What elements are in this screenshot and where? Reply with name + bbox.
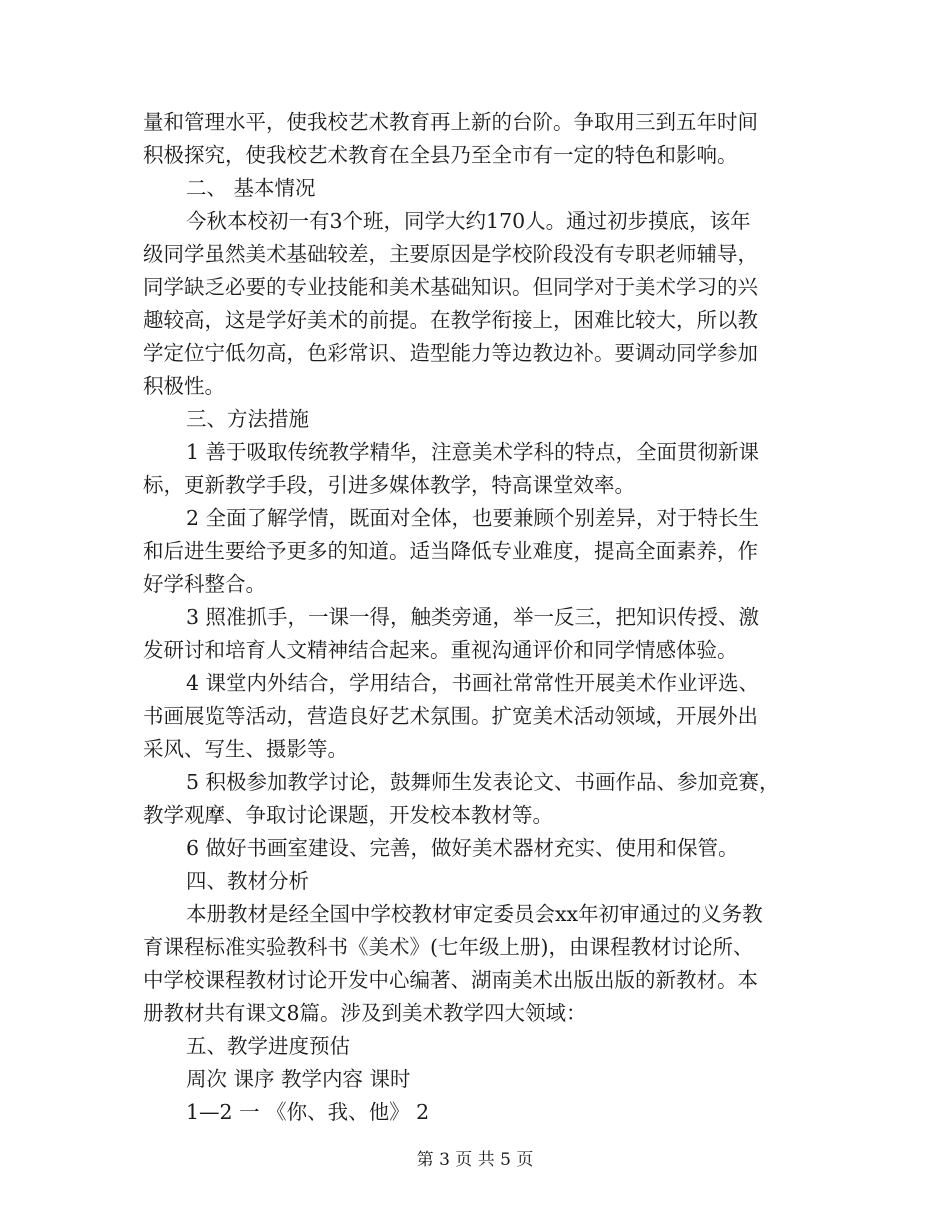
body-text-line: 育课程标准实验教科书《美术》(七年级上册)，由课程教材讨论所、 <box>143 935 754 959</box>
list-item-text: 5 积极参加教学讨论，鼓舞师生发表论文、书画作品、参加竞赛， <box>186 770 780 794</box>
body-text-line: 和后进生要给予更多的知道。适当降低专业难度，提高全面素养，作 <box>143 539 758 563</box>
document-body <box>143 106 813 1129</box>
body-text-line: 学定位宁低勿高，色彩常识、造型能力等边教边补。要调动同学参加 <box>143 341 758 365</box>
list-item-text: 2 全面了解学情，既面对全体，也要兼顾个别差异，对于特长生 <box>186 506 760 530</box>
section-heading: 二、 基本情况 <box>186 176 316 200</box>
body-text-line: 书画展览等活动，营造良好艺术氛围。扩宽美术活动领域，开展外出 <box>143 704 758 728</box>
body-text-line: 同学缺乏必要的专业技能和美术基础知识。但同学对于美术学习的兴 <box>143 275 758 299</box>
body-text-line: 好学科整合。 <box>143 572 266 596</box>
list-item-text: 4 课堂内外结合，学用结合，书画社常常性开展美术作业评选、 <box>186 671 760 695</box>
section-heading: 四、教材分析 <box>186 869 309 893</box>
body-text-line: 册教材共有课文8篇。涉及到美术教学四大领域： <box>143 1001 587 1025</box>
body-text-line: 教学观摩、争取讨论课题，开发校本教材等。 <box>143 803 553 827</box>
body-text-line: 采风、写生、摄影等。 <box>143 737 348 761</box>
body-text-line: 趣较高，这是学好美术的前提。在教学衔接上，困难比较大，所以教 <box>143 308 758 332</box>
section-heading: 三、方法措施 <box>186 407 309 431</box>
page-number-footer: 第 3 页 共 5 页 <box>416 1150 534 1170</box>
body-text-line: 本册教材是经全国中学校教材审定委员会xx年初审通过的义务教 <box>186 902 763 926</box>
body-text-line: 积极探究，使我校艺术教育在全县乃至全市有一定的特色和影响。 <box>143 143 738 167</box>
body-text-line: 今秋本校初一有3个班，同学大约170人。通过初步摸底，该年 <box>186 209 751 233</box>
body-text-line: 积极性。 <box>143 374 225 398</box>
schedule-header: 周次 课序 教学内容 课时 <box>186 1067 411 1091</box>
schedule-row: 1—2 一 《你、我、他》 2 <box>186 1100 430 1124</box>
section-heading: 五、教学进度预估 <box>186 1034 350 1058</box>
body-text-line: 标，更新教学手段，引进多媒体教学，特高课堂效率。 <box>143 473 635 497</box>
list-item-text: 3 照准抓手，一课一得，触类旁通，举一反三，把知识传授、激 <box>186 605 760 629</box>
body-text-line: 级同学虽然美术基础较差，主要原因是学校阶段没有专职老师辅导， <box>143 242 758 266</box>
list-item-text: 6 做好书画室建设、完善，做好美术器材充实、使用和保管。 <box>186 836 739 860</box>
body-text-line: 量和管理水平，使我校艺术教育再上新的台阶。争取用三到五年时间 <box>143 110 758 134</box>
body-text-line: 中学校课程教材讨论开发中心编著、湖南美术出版出版的新教材。本 <box>143 968 758 992</box>
list-item-text: 1 善于吸取传统教学精华，注意美术学科的特点，全面贯彻新课 <box>186 440 760 464</box>
body-text-line: 发研讨和培育人文精神结合起来。重视沟通评价和同学情感体验。 <box>143 638 738 662</box>
